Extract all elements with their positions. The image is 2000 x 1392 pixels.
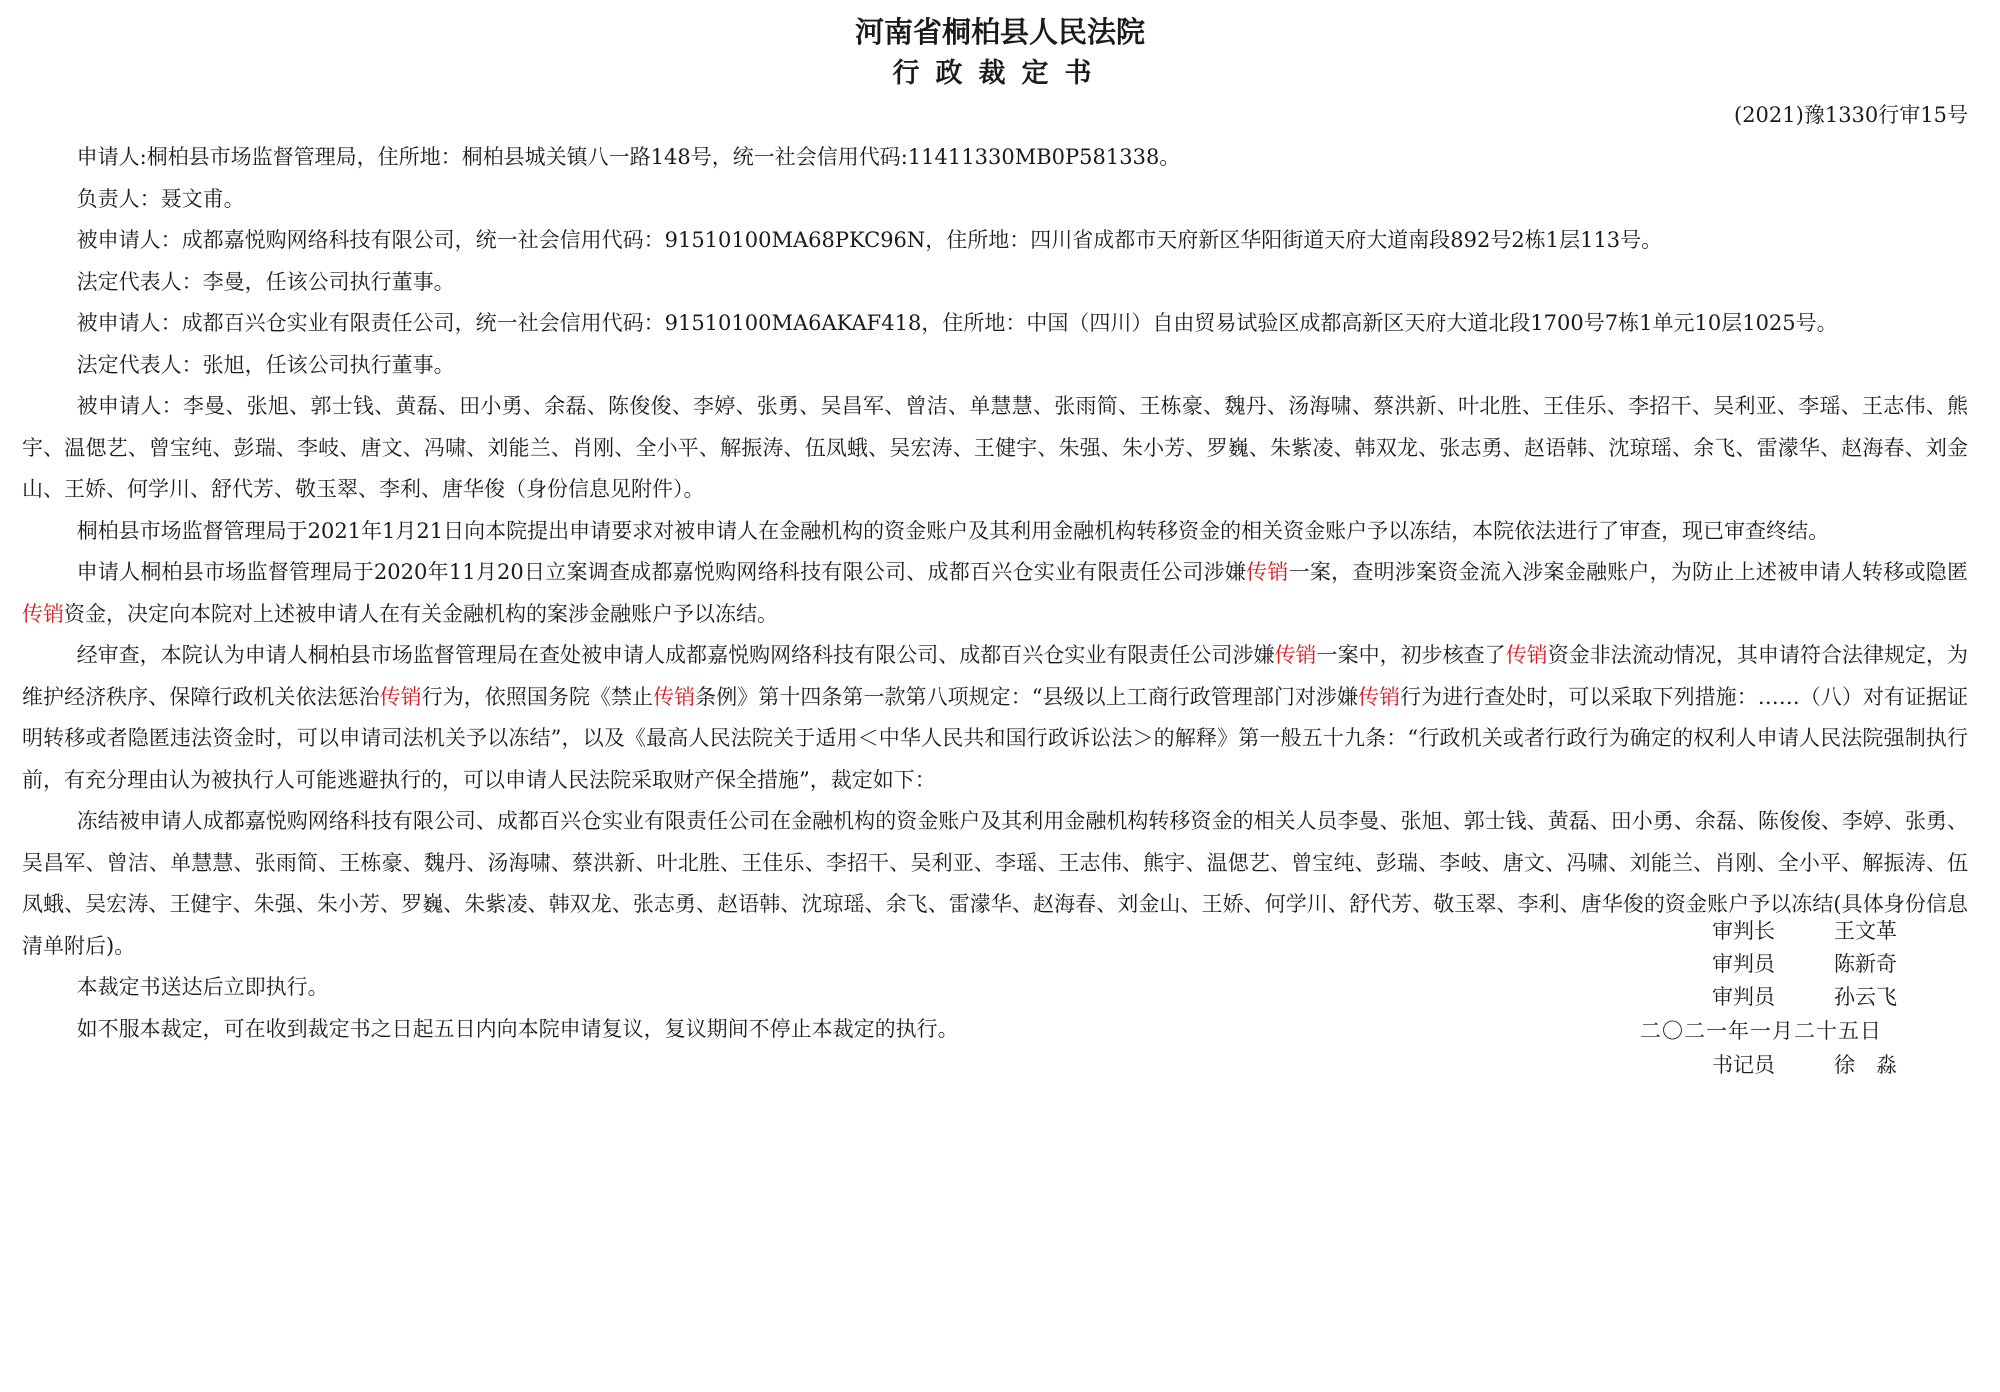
paragraph-text: 桐柏县市场监督管理局于2021年1月21日向本院提出申请要求对被申请人在金融机构的资金账户及其利用金融机构转移资金的相关资金账户予以冻结，本院依法进行了审查，现已审查终结。	[76, 518, 1830, 543]
signature-role: 审判员	[1712, 985, 1775, 1009]
highlighted-term: 传销	[22, 601, 64, 626]
paragraph-text: 申请人:桐柏县市场监督管理局，住所地：桐柏县城关镇八一路148号，统一社会信用代码:11411330MB0P581338。	[76, 145, 1181, 169]
paragraph	[22, 635, 1968, 801]
paragraph	[22, 220, 1968, 262]
paragraph-text: 一案，查明涉案资金流入涉案金融账户，为防止上述被申请人转移或隐匿	[1288, 560, 1969, 584]
highlighted-term: 传销	[379, 684, 422, 709]
highlighted-term: 传销	[653, 684, 696, 709]
paragraph-text: 经审查，本院认为申请人桐柏县市场监督管理局在查处被申请人成都嘉悦购网络科技有限公司、成都百兴仓实业有限责任公司涉嫌	[76, 643, 1275, 667]
paragraph	[22, 303, 1968, 345]
paragraph-text: 被申请人：李曼、张旭、郭士钱、黄磊、田小勇、余磊、陈俊俊、李婷、张勇、吴昌军、曾洁、单慧慧、张雨简、王栋豪、魏丹、汤海啸、蔡洪新、叶北胜、王佳乐、李招干、吴利亚、李瑶、王志伟、熊宇、温偲艺、曾宝纯、彭瑞、李岐、唐文、冯啸、刘能兰、肖刚、全小平、解振涛、伍凤蛾、吴宏涛、王健宇、朱强、朱小芳、罗巍、朱紫凌、韩双龙、张志勇、赵语韩、沈琼瑶、余飞、雷濛华、赵海春、刘金山、王娇、何学川、舒代芳、敬玉翠、李利、唐华俊（身份信息见附件）。	[22, 394, 1968, 501]
paragraph	[22, 552, 1968, 635]
court-name: 河南省桐柏县人民法院	[854, 15, 1145, 49]
paragraph	[22, 511, 1968, 553]
highlighted-term: 传销	[1505, 643, 1548, 667]
signature-name: 孙云飞	[1834, 985, 1897, 1009]
signature-name: 王文革	[1834, 919, 1897, 943]
paragraph-text: 冻结被申请人成都嘉悦购网络科技有限公司、成都百兴仓实业有限责任公司在金融机构的资金账户及其利用金融机构转移资金的相关人员李曼、张旭、郭士钱、黄磊、田小勇、余磊、陈俊俊、李婷、张勇、吴昌军、曾洁、单慧慧、张雨简、王栋豪、魏丹、汤海啸、蔡洪新、叶北胜、王佳乐、李招干、吴利亚、李瑶、王志伟、熊宇、温偲艺、曾宝纯、彭瑞、李岐、唐文、冯啸、刘能兰、肖刚、全小平、解振涛、伍凤蛾、吴宏涛、王健宇、朱强、朱小芳、罗巍、朱紫凌、韩双龙、张志勇、赵语韩、沈琼瑶、余飞、雷濛华、赵海春、刘金山、王娇、何学川、舒代芳、敬玉翠、李利、唐华俊的资金账户予以冻结(具体身份信息清单附后)。	[22, 809, 1968, 958]
paragraph-text: 法定代表人：张旭，任该公司执行董事。	[76, 352, 455, 377]
signature-role: 书记员	[1712, 1053, 1775, 1077]
paragraph-text: 申请人桐柏县市场监督管理局于2020年11月20日立案调查成都嘉悦购网络科技有限公司、成都百兴仓实业有限责任公司涉嫌	[76, 560, 1247, 584]
paragraph-text: 被申请人：成都嘉悦购网络科技有限公司，统一社会信用代码：91510100MA68PKC96N，住所地：四川省成都市天府新区华阳街道天府大道南段892号2栋1层113号。	[76, 228, 1663, 252]
paragraph-text: 法定代表人：李曼，任该公司执行董事。	[76, 269, 455, 294]
paragraph-text: 被申请人：成都百兴仓实业有限责任公司，统一社会信用代码：91510100MA6AKAF418，住所地：中国（四川）自由贸易试验区成都高新区天府大道北段1700号7栋1单元10层1025号。	[76, 311, 1838, 335]
paragraph	[22, 345, 1968, 387]
signature-name: 陈新奇	[1834, 952, 1897, 976]
signature-name: 徐 淼	[1834, 1053, 1897, 1077]
paragraph	[22, 262, 1968, 304]
paragraph	[22, 967, 1968, 1009]
highlighted-term: 传销	[1358, 684, 1401, 709]
paragraph	[22, 801, 1968, 967]
document-title: 行政裁定书	[892, 58, 1108, 89]
paragraph-text: 如不服本裁定，可在收到裁定书之日起五日内向本院申请复议，复议期间不停止本裁定的执行。	[76, 1016, 959, 1041]
signature-role: 审判员	[1712, 952, 1775, 976]
document-body	[22, 137, 1968, 1050]
paragraph-text: 条例》第十四条第一款第八项规定：“县级以上工商行政管理部门对涉嫌	[695, 684, 1359, 709]
paragraph	[22, 179, 1968, 221]
paragraph-text: 资金，决定向本院对上述被申请人在有关金融机构的案涉金融账户予以冻结。	[64, 601, 778, 626]
highlighted-term: 传销	[1274, 643, 1317, 667]
paragraph-text: 行为，依照国务院《禁止	[421, 684, 654, 709]
paragraph-text: 一案中，初步核查了	[1316, 643, 1506, 667]
paragraph-text: 行为进行查处时，可以采取下列措施：……（八）对有证据证明转移或者隐匿违法资金时，可以申请司法机关予以冻结”，以及《最高人民法院关于适用＜中华人民共和国行政诉讼法＞的解释》第一般五十九条：“行政机关或者行政行为确定的权利人申请人民法院强制执行前，有充分理由认为被执行人可能逃避执行的，可以申请人民法院采取财产保全措施”，裁定如下：	[22, 684, 1969, 792]
paragraph-text: 负责人：聂文甫。	[76, 186, 245, 211]
ruling-date: 二〇二一年一月二十五日	[1640, 1019, 1882, 1043]
signature-role: 审判长	[1712, 919, 1775, 943]
paragraph-text: 资金非法流动情况，其申请符合法律规定，为维护经济秩序、保障行政机关依法惩治	[22, 643, 1969, 709]
paragraph	[22, 386, 1968, 511]
case-number: (2021)豫1330行审15号	[1734, 103, 1968, 127]
paragraph-text: 本裁定书送达后立即执行。	[76, 975, 329, 999]
paragraph	[22, 137, 1968, 179]
highlighted-term: 传销	[1246, 560, 1289, 584]
